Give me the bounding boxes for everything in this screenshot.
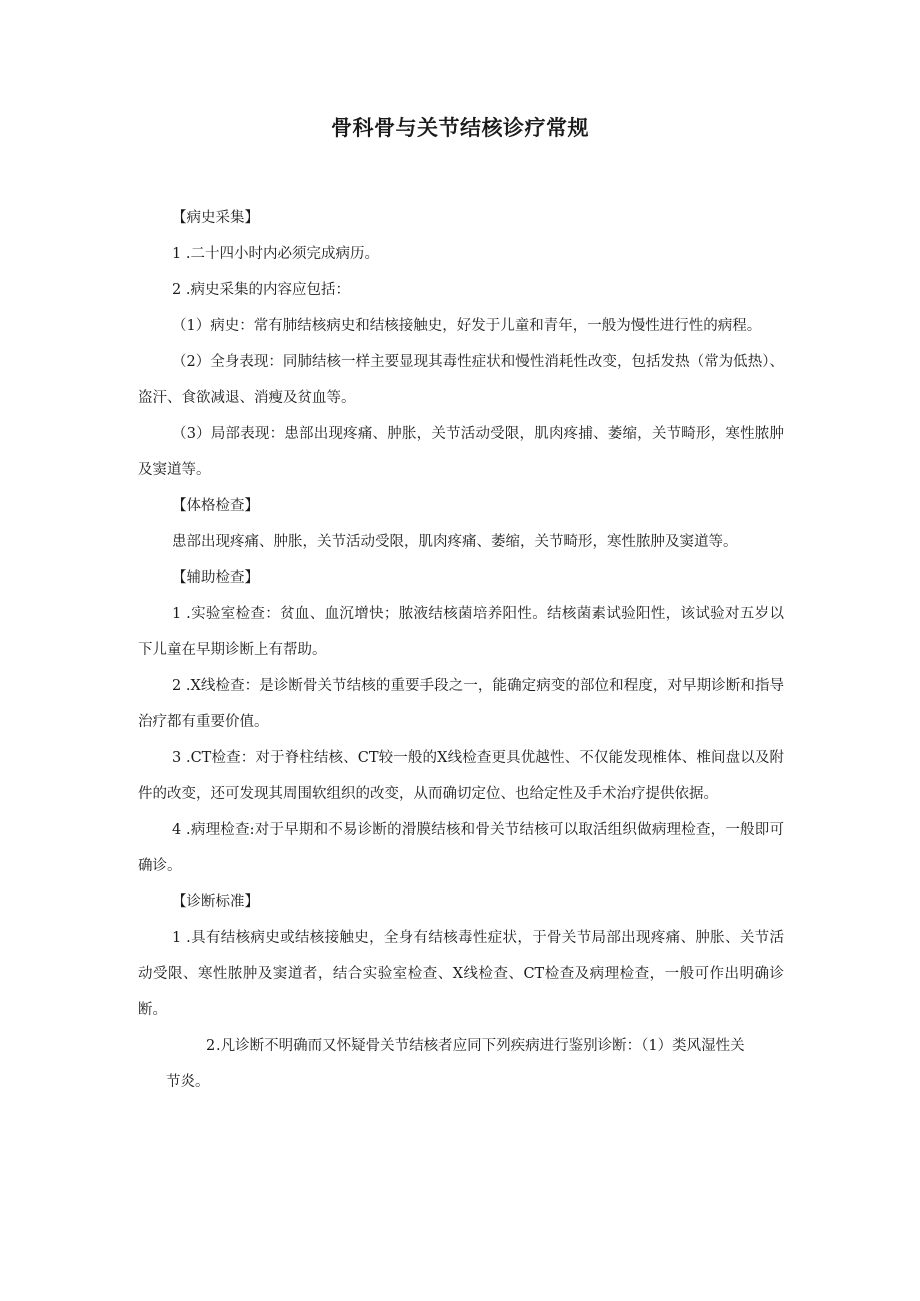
paragraph: 2 .病史采集的内容应包括：: [172, 282, 350, 298]
paragraph: 1 .具有结核病史或结核接触史，全身有结核毒性症状，于骨关节局部出现疼痛、肿胀、关节活动受限、寒性脓肿及窦道者，结合实验室检查、X线检查、CT检查及病理检查，一般可作出明确诊断。: [138, 930, 784, 1018]
item-text: .凡诊断不明确而又怀疑骨关节结核者应同下列疾病进行鉴别诊断：（1）类风湿性关: [216, 1038, 745, 1054]
paragraph: 4 .病理检查:对于早期和不易诊断的滑膜结核和骨关节结核可以取活组织做病理检查，一般即可确诊。: [138, 822, 784, 874]
paragraph: 3 .CT检查：对于脊柱结核、CT较一般的X线检查更具优越性、不仅能发现椎体、椎间盘以及附件的改变，还可发现其周围软组织的改变，从而确切定位、也给定性及手术治疗提供依据。: [138, 750, 784, 802]
document-body: [138, 200, 784, 1100]
paragraph-last: [138, 1028, 784, 1100]
section-heading-physical: 【体格检查】: [172, 498, 259, 514]
document-title: 骨科骨与关节结核诊疗常规: [331, 116, 589, 140]
paragraph: （1）病史：常有肺结核病史和结核接触史，好发于儿童和青年，一般为慢性进行性的病程。: [172, 318, 762, 334]
section-heading-diagnosis: 【诊断标准】: [172, 894, 259, 910]
item-number: 2: [206, 1038, 216, 1054]
paragraph: （3）局部表现：患部出现疼痛、肿胀，关节活动受限，肌肉疼捕、萎缩，关节畸形，寒性脓肿及窦道等。: [138, 426, 784, 478]
paragraph: 1 .二十四小时内必须完成病历。: [172, 246, 379, 262]
item-continuation: 节炎。: [166, 1074, 210, 1090]
paragraph: 患部出现疼痛、肿胀，关节活动受限，肌肉疼痛、萎缩，关节畸形，寒性脓肿及窦道等。: [172, 534, 738, 550]
paragraph: （2）全身表现：同肺结核一样主要显现其毒性症状和慢性消耗性改变，包括发热（常为低热）、盗汗、食欲减退、消瘦及贫血等。: [138, 354, 784, 406]
paragraph: 2 .X线检查：是诊断骨关节结核的重要手段之一，能确定病变的部位和程度，对早期诊断和指导治疗都有重要价值。: [138, 678, 784, 730]
section-heading-auxiliary: 【辅助检查】: [172, 570, 259, 586]
paragraph: 1 .实验室检查：贫血、血沉增快；脓液结核菌培养阳性。结核菌素试验阳性，该试验对五岁以下儿童在早期诊断上有帮助。: [138, 606, 784, 658]
section-heading-history: 【病史采集】: [172, 210, 259, 226]
